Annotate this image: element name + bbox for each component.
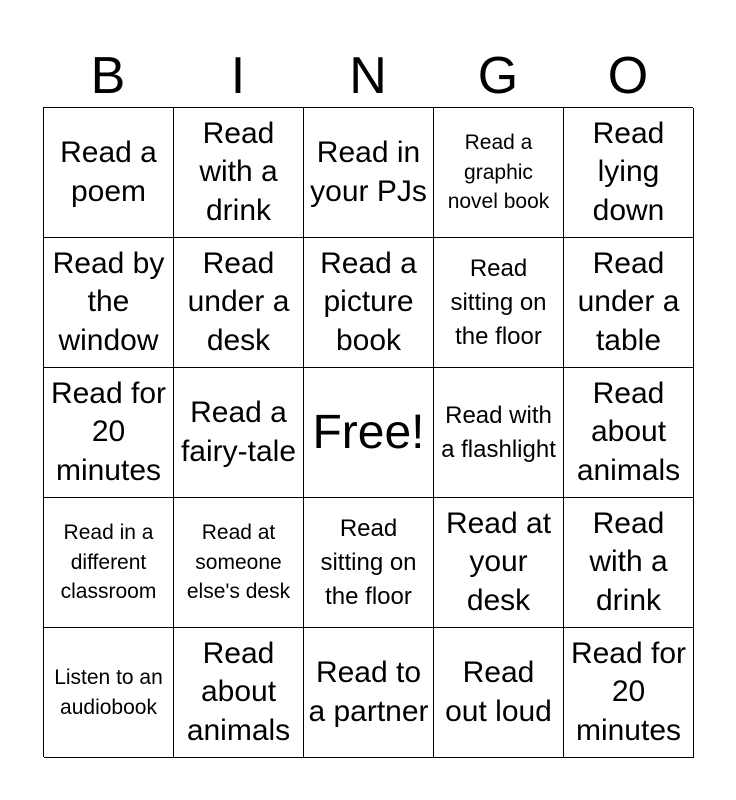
cell-text: Read for 20 minutes xyxy=(50,376,167,487)
bingo-cell[interactable] xyxy=(44,368,174,498)
cell-text: Read out loud xyxy=(445,656,552,728)
cell-text: Read at your desk xyxy=(445,506,552,617)
cell-text: Read lying down xyxy=(592,116,665,227)
cell-text: Listen to an audiobook xyxy=(54,666,163,719)
bingo-cell[interactable] xyxy=(564,368,694,498)
free-space-cell[interactable] xyxy=(304,368,434,498)
bingo-cell[interactable] xyxy=(44,108,174,238)
cell-text: Read by the window xyxy=(52,246,165,357)
cell-text: Read a picture book xyxy=(320,246,417,357)
cell-text: Read to a partner xyxy=(308,656,429,728)
bingo-cell[interactable] xyxy=(304,498,434,628)
bingo-header xyxy=(43,46,693,106)
bingo-cell[interactable] xyxy=(564,498,694,628)
cell-text: Read a graphic novel book xyxy=(447,131,550,214)
bingo-cell[interactable] xyxy=(434,498,564,628)
bingo-cell[interactable] xyxy=(434,108,564,238)
bingo-cell[interactable] xyxy=(174,498,304,628)
bingo-cell[interactable] xyxy=(304,238,434,368)
cell-text: Read with a drink xyxy=(199,116,278,227)
cell-text: Read under a table xyxy=(577,246,680,357)
cell-text: Read with a drink xyxy=(589,506,668,617)
header-letter-o: O xyxy=(607,47,649,105)
bingo-cell[interactable] xyxy=(44,628,174,758)
bingo-board xyxy=(43,107,693,757)
cell-text: Read in your PJs xyxy=(310,136,427,208)
header-letter-b: B xyxy=(90,47,126,105)
cell-text: Read a fairy-tale xyxy=(180,396,297,468)
bingo-cell[interactable] xyxy=(174,108,304,238)
cell-text: Read with a flashlight xyxy=(441,401,556,463)
bingo-cell[interactable] xyxy=(564,108,694,238)
cell-text: Read sitting on the floor xyxy=(320,514,417,610)
header-letter-n: N xyxy=(349,47,387,105)
bingo-cell[interactable] xyxy=(174,368,304,498)
bingo-cell[interactable] xyxy=(564,628,694,758)
cell-text: Read at someone else's desk xyxy=(186,521,291,604)
bingo-cell[interactable] xyxy=(434,628,564,758)
bingo-cell[interactable] xyxy=(434,368,564,498)
cell-text: Read a poem xyxy=(60,136,157,208)
bingo-cell[interactable] xyxy=(174,238,304,368)
bingo-cell[interactable] xyxy=(304,628,434,758)
cell-text: Read under a desk xyxy=(187,246,290,357)
cell-text: Read about animals xyxy=(576,376,681,487)
cell-text: Read for 20 minutes xyxy=(570,636,687,747)
cell-text: Read about animals xyxy=(186,636,291,747)
bingo-cell[interactable] xyxy=(434,238,564,368)
bingo-cell[interactable] xyxy=(174,628,304,758)
bingo-cell[interactable] xyxy=(44,498,174,628)
header-letter-g: G xyxy=(477,47,519,105)
free-space-text: Free! xyxy=(312,405,425,459)
bingo-cell[interactable] xyxy=(564,238,694,368)
header-letter-i: I xyxy=(230,47,246,105)
cell-text: Read in a different classroom xyxy=(60,521,157,604)
cell-text: Read sitting on the floor xyxy=(450,254,547,350)
bingo-cell[interactable] xyxy=(44,238,174,368)
bingo-cell[interactable] xyxy=(304,108,434,238)
